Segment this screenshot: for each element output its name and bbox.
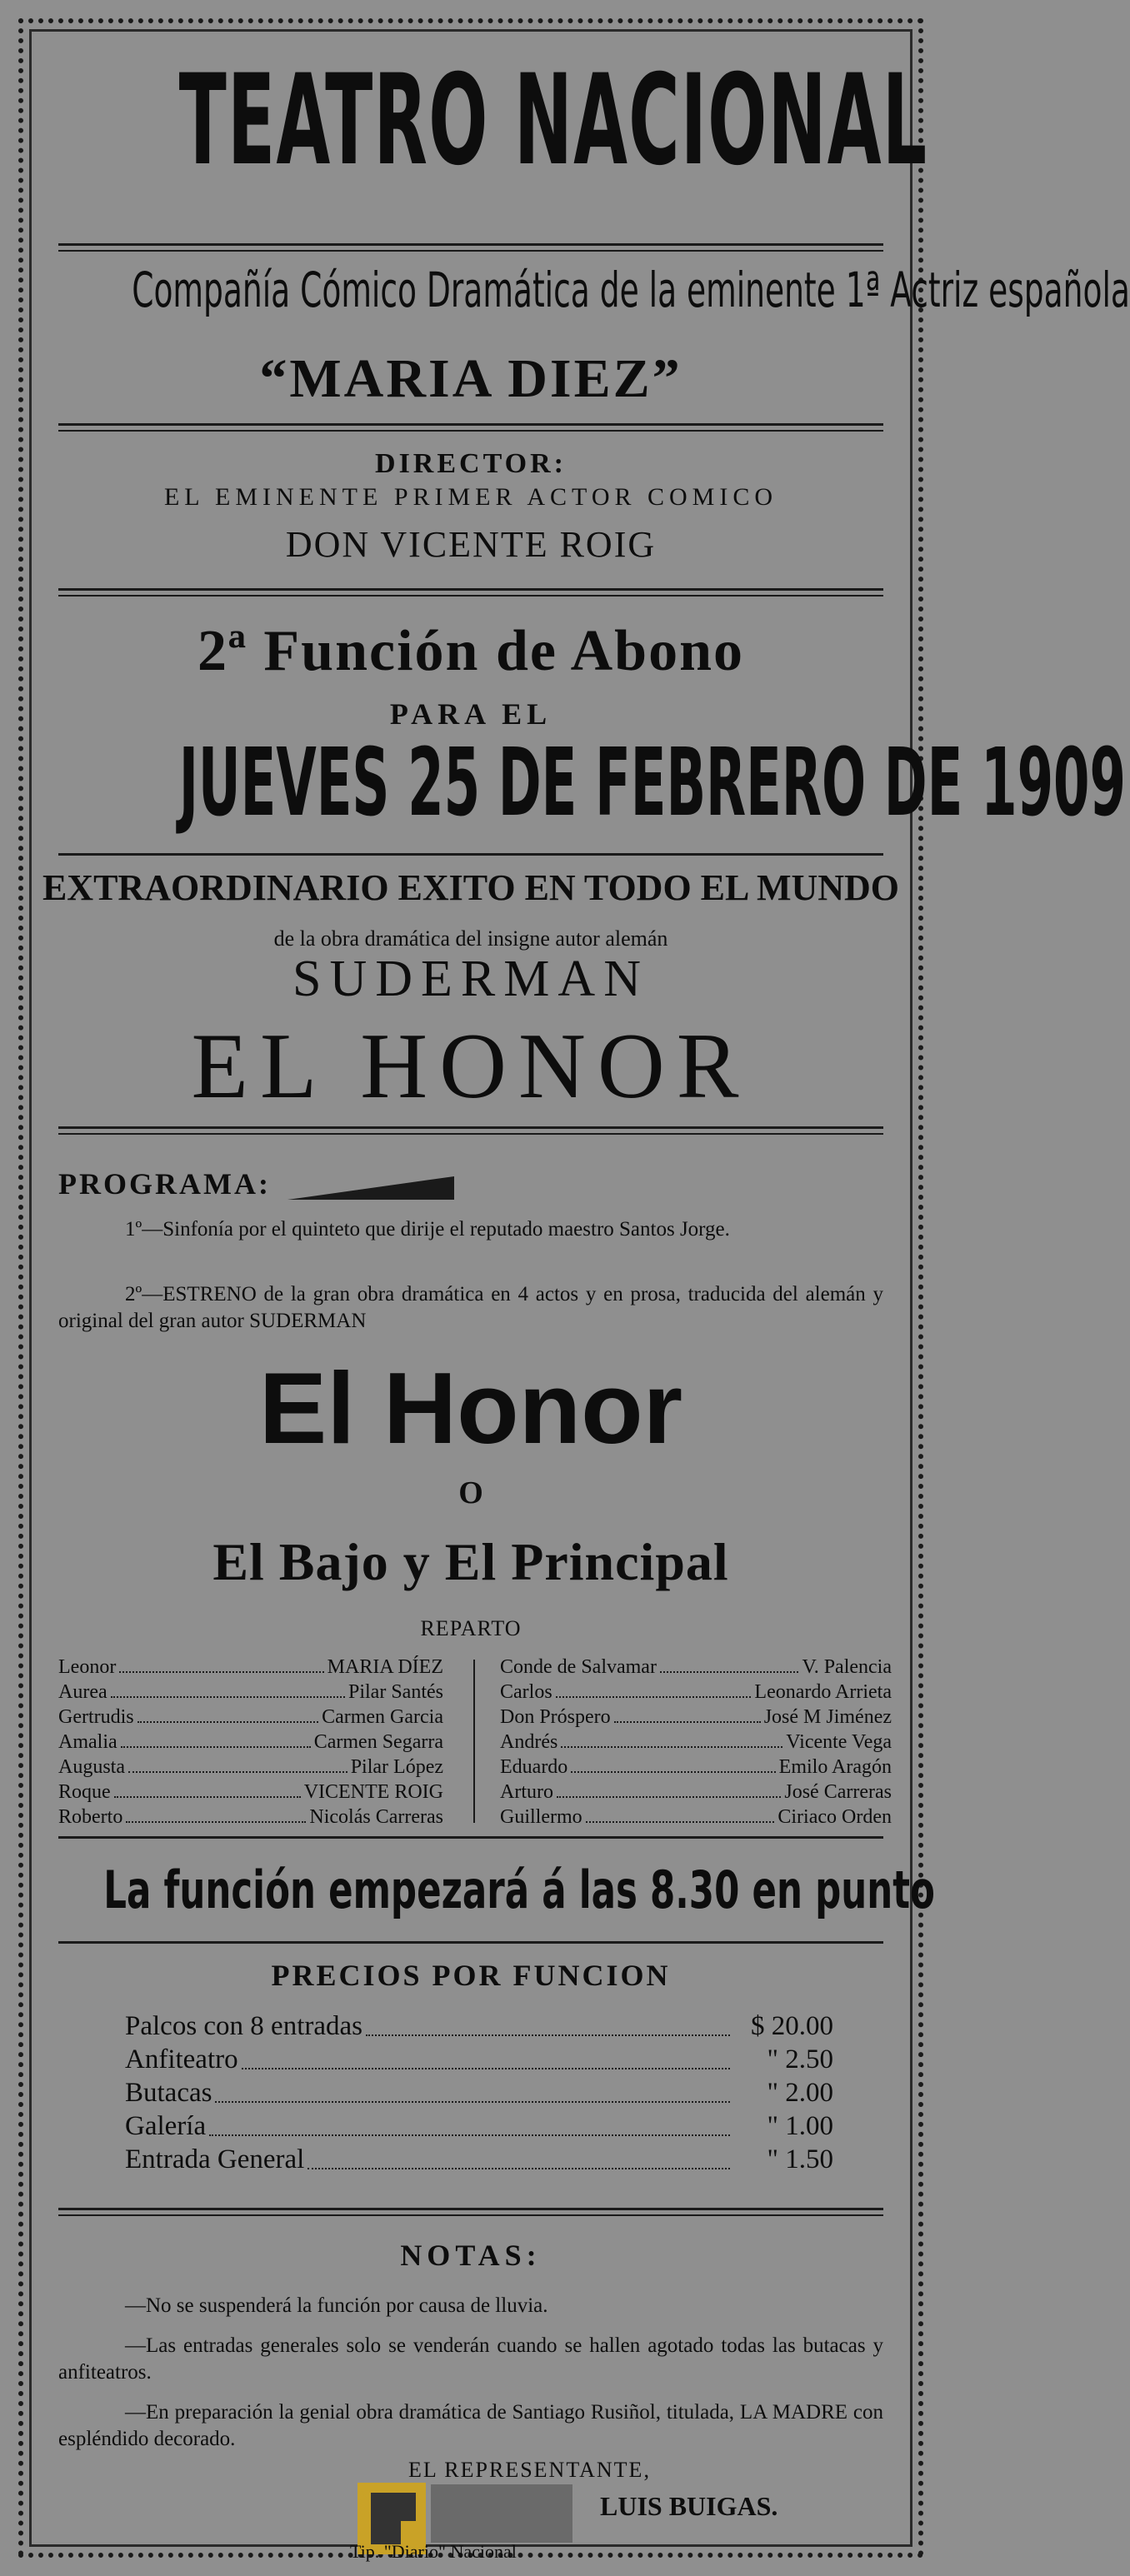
representative-name: LUIS BUIGAS. bbox=[600, 2491, 778, 2521]
leader-dots bbox=[571, 1755, 775, 1773]
leader-dots bbox=[366, 2009, 730, 2036]
cast-value: VICENTE ROIG bbox=[303, 1781, 443, 1803]
nota-2: —Las entradas generales solo se venderán cuando se hallen agotado todas las butacas y anfiteatros. bbox=[58, 2334, 883, 2384]
abono-heading: 2ª Función de Abono bbox=[197, 619, 745, 683]
leader-dots bbox=[242, 2043, 730, 2069]
price-row bbox=[125, 2143, 833, 2176]
price-row bbox=[125, 2043, 833, 2076]
cast-row bbox=[500, 1680, 892, 1705]
cast-value: José Carreras bbox=[784, 1781, 892, 1803]
cast-name: Aurea bbox=[58, 1681, 108, 1703]
cast-value: Pilar Santés bbox=[348, 1681, 443, 1703]
programa-label: PROGRAMA: bbox=[58, 1167, 271, 1201]
reparto-label: REPARTO bbox=[420, 1616, 522, 1640]
leader-dots bbox=[308, 2143, 730, 2169]
cast-row bbox=[58, 1780, 443, 1805]
leader-dots bbox=[586, 1805, 775, 1823]
price-name: Entrada General bbox=[125, 2144, 305, 2174]
cast-value: Emilo Aragón bbox=[778, 1756, 892, 1778]
cast-row bbox=[58, 1805, 443, 1830]
director-name: DON VICENTE ROIG bbox=[285, 524, 657, 565]
price-name: Galería bbox=[125, 2111, 207, 2141]
divider bbox=[58, 1941, 883, 1944]
price-list bbox=[125, 2009, 833, 2176]
divider bbox=[58, 1126, 883, 1135]
leader-dots bbox=[126, 1805, 306, 1823]
price-value: " 2.00 bbox=[767, 2078, 833, 2108]
price-value: " 2.50 bbox=[767, 2044, 833, 2074]
program-subtitle: El Bajo y El Principal bbox=[212, 1532, 729, 1591]
divider bbox=[58, 423, 883, 432]
cast-name: Arturo bbox=[500, 1781, 553, 1803]
cast-row bbox=[58, 1680, 443, 1705]
leader-dots bbox=[119, 1655, 323, 1673]
representative-label: EL REPRESENTANTE, bbox=[408, 2458, 651, 2482]
price-value: $ 20.00 bbox=[751, 2011, 833, 2041]
cast-name: Eduardo bbox=[500, 1756, 568, 1778]
cast-name: Leonor bbox=[58, 1656, 117, 1678]
leader-dots bbox=[114, 1780, 301, 1798]
divider bbox=[58, 2208, 883, 2216]
cast-row bbox=[500, 1730, 892, 1755]
divider bbox=[58, 1836, 883, 1840]
divider bbox=[58, 853, 883, 856]
price-row bbox=[125, 2109, 833, 2143]
cast-value: MARIA DÍEZ bbox=[327, 1656, 443, 1678]
cast-list-right bbox=[500, 1655, 892, 1830]
program-title: El Honor bbox=[258, 1351, 683, 1465]
leader-dots bbox=[209, 2109, 730, 2136]
cast-name: Conde de Salvamar bbox=[500, 1656, 657, 1678]
price-value: " 1.50 bbox=[767, 2144, 833, 2174]
function-date: JUEVES 25 DE FEBRERO DE 1909 bbox=[178, 729, 1126, 837]
leader-dots bbox=[215, 2076, 730, 2103]
programa-flourish bbox=[288, 1176, 454, 1200]
price-value: " 1.00 bbox=[767, 2111, 833, 2141]
cast-value: Carmen Garcia bbox=[322, 1706, 443, 1728]
leader-dots bbox=[561, 1730, 782, 1748]
cast-value: Ciriaco Orden bbox=[778, 1806, 892, 1828]
printer-footer: Tip. "Diario" Nacional bbox=[350, 2541, 517, 2562]
programa-item-2: 2º—ESTRENO de la gran obra dramática en 4 actos y en prosa, traducida del alemán y original del gran autor SUDERMAN bbox=[58, 1283, 883, 1332]
cast-value: Pilar López bbox=[350, 1756, 443, 1778]
programa-item-1: 1º—Sinfonía por el quinteto que dirije el reputado maestro Santos Jorge. bbox=[125, 1218, 730, 1241]
price-name: Butacas bbox=[125, 2078, 212, 2108]
leader-dots bbox=[121, 1730, 311, 1748]
divider bbox=[58, 588, 883, 597]
cast-row bbox=[58, 1755, 443, 1780]
obra-line: de la obra dramática del insigne autor alemán bbox=[273, 926, 668, 951]
cast-value: José M Jiménez bbox=[763, 1706, 892, 1728]
cast-row bbox=[500, 1655, 892, 1680]
cast-name: Augusta bbox=[58, 1756, 125, 1778]
price-row bbox=[125, 2009, 833, 2043]
cast-row bbox=[58, 1705, 443, 1730]
price-row bbox=[125, 2076, 833, 2109]
price-name: Anfiteatro bbox=[125, 2044, 238, 2074]
company-line: Compañía Cómico Dramática de la eminente 1ª Actriz española bbox=[132, 262, 1130, 318]
cast-divider bbox=[473, 1660, 475, 1823]
cast-name: Gertrudis bbox=[58, 1706, 134, 1728]
leader-dots bbox=[557, 1780, 781, 1798]
cast-name: Roberto bbox=[58, 1806, 123, 1828]
play-title: EL HONOR bbox=[191, 1015, 751, 1118]
cast-name: Andrés bbox=[500, 1731, 558, 1753]
cast-row bbox=[500, 1805, 892, 1830]
cast-value: Leonardo Arrieta bbox=[754, 1681, 892, 1703]
director-label: DIRECTOR: bbox=[375, 448, 567, 479]
start-time: La función empezará á las 8.30 en punto bbox=[103, 1860, 935, 1920]
leader-dots bbox=[614, 1705, 761, 1723]
leader-dots bbox=[138, 1705, 318, 1723]
leader-dots bbox=[556, 1680, 752, 1698]
cast-list-left bbox=[58, 1655, 443, 1830]
nota-1: —No se suspenderá la función por causa de lluvia. bbox=[125, 2294, 548, 2317]
cast-value: Vicente Vega bbox=[786, 1731, 892, 1753]
cast-name: Roque bbox=[58, 1781, 111, 1803]
nota-3: —En preparación la genial obra dramática de Santiago Rusiñol, titulada, LA MADRE con espléndido decorado. bbox=[58, 2401, 883, 2450]
theatre-title: TEATRO NACIONAL bbox=[178, 48, 928, 193]
actress-name: “MARIA DIEZ” bbox=[259, 348, 682, 409]
divider bbox=[58, 243, 883, 252]
price-name: Palcos con 8 entradas bbox=[125, 2011, 362, 2041]
cast-row bbox=[58, 1655, 443, 1680]
leader-dots bbox=[128, 1755, 348, 1773]
notas-label: NOTAS: bbox=[400, 2239, 542, 2272]
precios-label: PRECIOS POR FUNCION bbox=[271, 1959, 671, 1992]
cast-value: Nicolás Carreras bbox=[309, 1806, 443, 1828]
cast-value: Carmen Segarra bbox=[313, 1731, 443, 1753]
cast-name: Amalia bbox=[58, 1731, 118, 1753]
cast-name: Guillermo bbox=[500, 1806, 582, 1828]
cast-row bbox=[58, 1730, 443, 1755]
program-or: O bbox=[458, 1475, 483, 1510]
leader-dots bbox=[111, 1680, 345, 1698]
cast-value: V. Palencia bbox=[802, 1656, 892, 1678]
cast-row bbox=[500, 1705, 892, 1730]
cast-row bbox=[500, 1780, 892, 1805]
leader-dots bbox=[660, 1655, 799, 1673]
success-line: EXTRAORDINARIO EXITO EN TODO EL MUNDO bbox=[42, 867, 900, 908]
director-description: EL EMINENTE PRIMER ACTOR COMICO bbox=[163, 483, 778, 511]
cast-row bbox=[500, 1755, 892, 1780]
cast-name: Carlos bbox=[500, 1681, 552, 1703]
para-el: PARA EL bbox=[389, 697, 552, 731]
author-name: SUDERMAN bbox=[292, 951, 649, 1007]
cast-name: Don Próspero bbox=[500, 1706, 611, 1728]
